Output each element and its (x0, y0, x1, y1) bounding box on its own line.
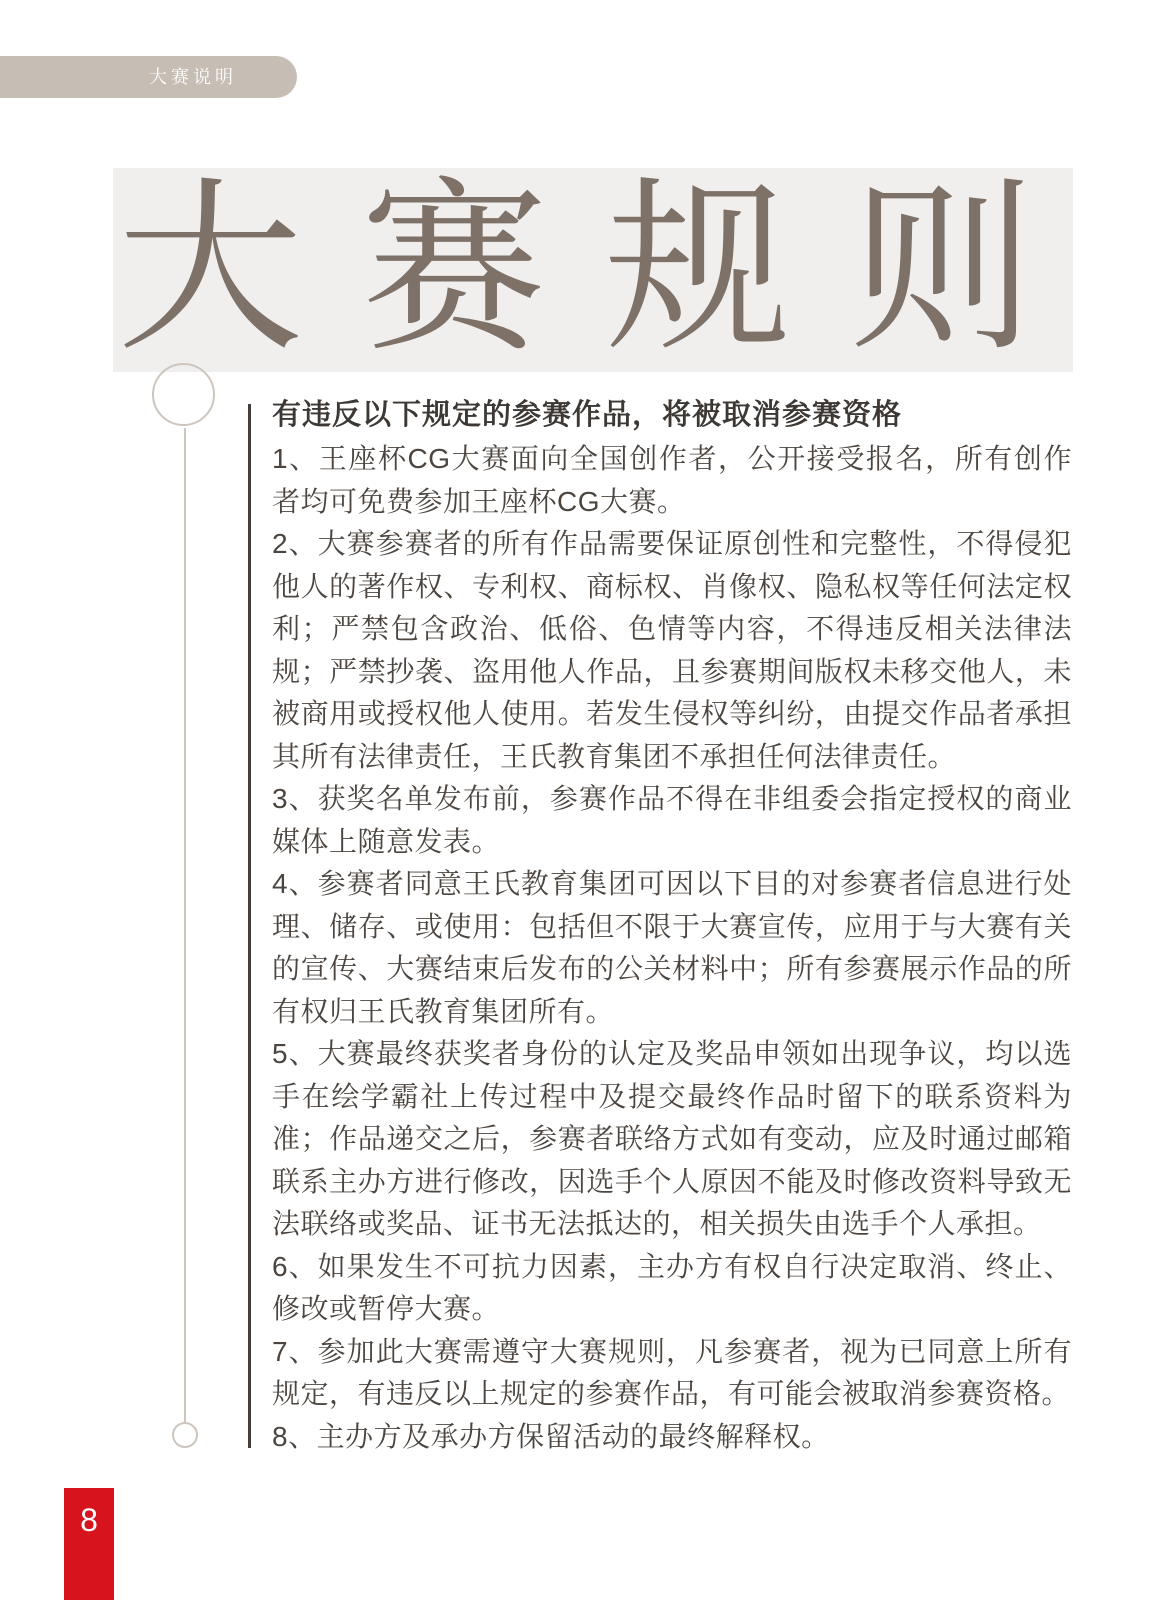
section-badge-label: 大赛说明 (149, 67, 237, 87)
timeline-line (184, 428, 186, 1422)
text-divider-line (248, 404, 251, 1448)
rules-heading: 有违反以下规定的参赛作品，将被取消参赛资格 (272, 399, 903, 431)
page-title: 大赛规则 (117, 166, 1094, 373)
timeline-circle-top (152, 363, 215, 426)
rule-item-3: 3、获奖名单发布前，参赛作品不得在非组委会指定授权的商业媒体上随意发表。 (272, 783, 1072, 857)
rule-item-8: 8、主办方及承办方保留活动的最终解释权。 (272, 1420, 830, 1452)
rule-item-4: 4、参赛者同意王氏教育集团可因以下目的对参赛者信息进行处理、储存、或使用：包括但不限于大赛宣传，应用于与大赛有关的宣传、大赛结束后发布的公关材料中；所有参赛展示作品的所有权归王氏教育集团所有。 (272, 868, 1072, 1027)
page-number-block (64, 1488, 114, 1600)
timeline-circle-bottom (172, 1422, 198, 1448)
rule-item-6: 6、如果发生不可抗力因素，主办方有权自行决定取消、终止、修改或暂停大赛。 (272, 1250, 1072, 1324)
rule-item-1: 1、王座杯CG大赛面向全国创作者，公开接受报名，所有创作者均可免费参加王座杯CG大赛。 (272, 443, 1072, 517)
rules-section (272, 392, 1072, 1458)
section-badge (0, 56, 297, 98)
rule-item-5: 5、大赛最终获奖者身份的认定及奖品申领如出现争议，均以选手在绘学霸社上传过程中及提交最终作品时留下的联系资料为准；作品递交之后，参赛者联络方式如有变动，应及时通过邮箱联系主办方进行修改，因选手个人原因不能及时修改资料导致无法联络或奖品、证书无法抵达的，相关损失由选手个人承担。 (272, 1038, 1072, 1239)
page-number: 8 (80, 1502, 98, 1538)
page-title-band (113, 166, 1094, 373)
rule-item-2: 2、大赛参赛者的所有作品需要保证原创性和完整性，不得侵犯他人的著作权、专利权、商标权、肖像权、隐私权等任何法定权利；严禁包含政治、低俗、色情等内容，不得违反相关法律法规；严禁抄袭、盗用他人作品，且参赛期间版权未移交他人，未被商用或授权他人使用。若发生侵权等纠纷，由提交作品者承担其所有法律责任，王氏教育集团不承担任何法律责任。 (272, 528, 1072, 772)
rule-item-7: 7、参加此大赛需遵守大赛规则，凡参赛者，视为已同意上所有规定，有违反以上规定的参赛作品，有可能会被取消参赛资格。 (272, 1335, 1072, 1409)
